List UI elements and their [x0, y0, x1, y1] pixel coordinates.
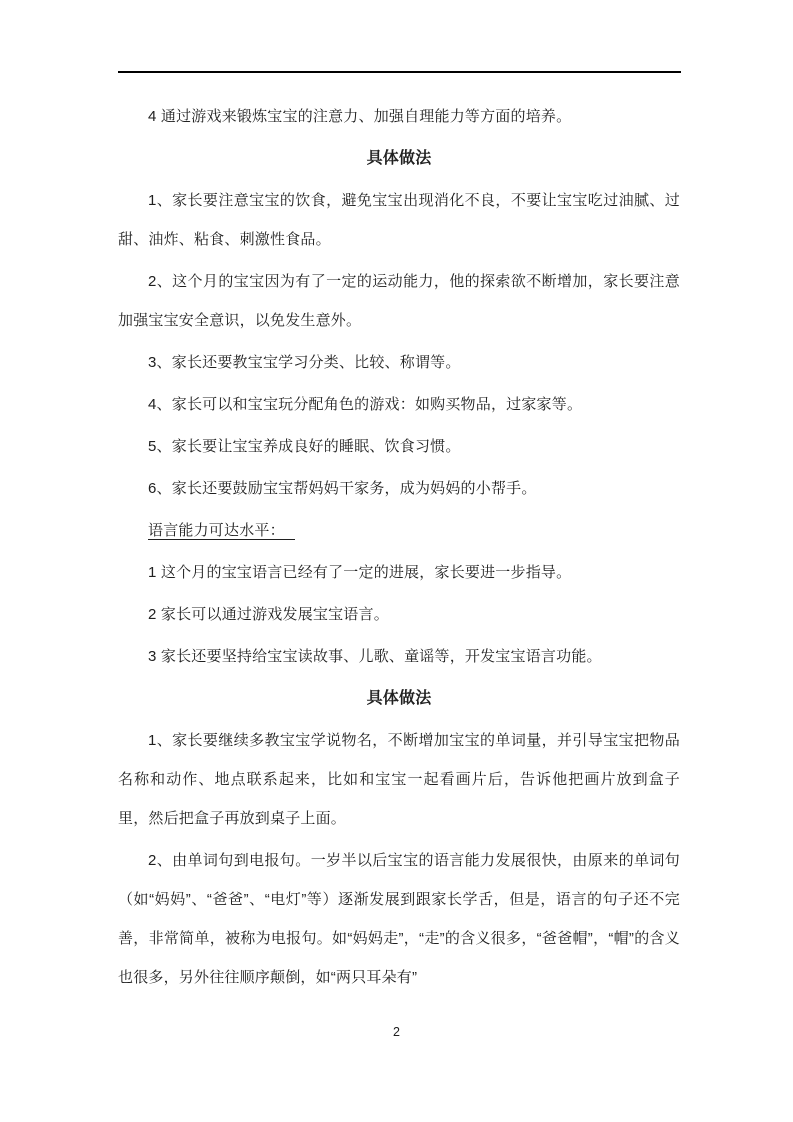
subheading-language-ability-label: 语言能力可达水平：	[148, 522, 295, 540]
subheading-language-ability	[118, 511, 680, 550]
paragraph-safety: 2、这个月的宝宝因为有了一定的运动能力，他的探索欲不断增加，家长要注意加强宝宝安全意识，以免发生意外。	[118, 273, 680, 329]
paragraph-housework: 6、家长还要鼓励宝宝帮妈妈干家务，成为妈妈的小帮手。	[148, 480, 537, 497]
document-body	[118, 97, 680, 1000]
page-footer	[0, 1022, 793, 1042]
paragraph-role-play: 4、家长可以和宝宝玩分配角色的游戏：如购买物品，过家家等。	[148, 396, 583, 413]
paragraph-reading-stories: 3 家长还要坚持给宝宝读故事、儿歌、童谣等，开发宝宝语言功能。	[148, 648, 602, 665]
paragraph-sleep-habits: 5、家长要让宝宝养成良好的睡眠、饮食习惯。	[148, 438, 461, 455]
paragraph-word-teaching: 1、家长要继续多教宝宝学说物名，不断增加宝宝的单词量，并引导宝宝把物品名称和动作、地点联系起来，比如和宝宝一起看画片后，告诉他把画片放到盒子里，然后把盒子再放到桌子上面。	[118, 732, 680, 827]
paragraph-diet: 1、家长要注意宝宝的饮食，避免宝宝出现消化不良，不要让宝宝吃过油腻、过甜、油炸、粘食、刺激性食品。	[118, 192, 680, 248]
section-heading-specific-methods-1: 具体做法	[366, 150, 432, 167]
paragraph-language-games: 2 家长可以通过游戏发展宝宝语言。	[148, 606, 389, 623]
section-heading-specific-methods-2: 具体做法	[366, 690, 432, 707]
paragraph-game-training: 4 通过游戏来锻炼宝宝的注意力、加强自理能力等方面的培养。	[148, 108, 572, 125]
header-divider	[118, 71, 681, 73]
page-number: 2	[393, 1025, 400, 1039]
paragraph-classification: 3、家长还要教宝宝学习分类、比较、称谓等。	[148, 354, 461, 371]
paragraph-language-progress: 1 这个月的宝宝语言已经有了一定的进展，家长要进一步指导。	[148, 564, 572, 581]
paragraph-telegraph-sentences: 2、由单词句到电报句。一岁半以后宝宝的语言能力发展很快，由原来的单词句（如“妈妈”、“爸爸”、“电灯”等）逐渐发展到跟家长学舌，但是，语言的句子还不完善，非常简单，被称为电报句。如“妈妈走”，“走”的含义很多，“爸爸帽”，“帽”的含义也很多，另外往往顺序颠倒，如“两只耳朵有”	[118, 852, 680, 986]
